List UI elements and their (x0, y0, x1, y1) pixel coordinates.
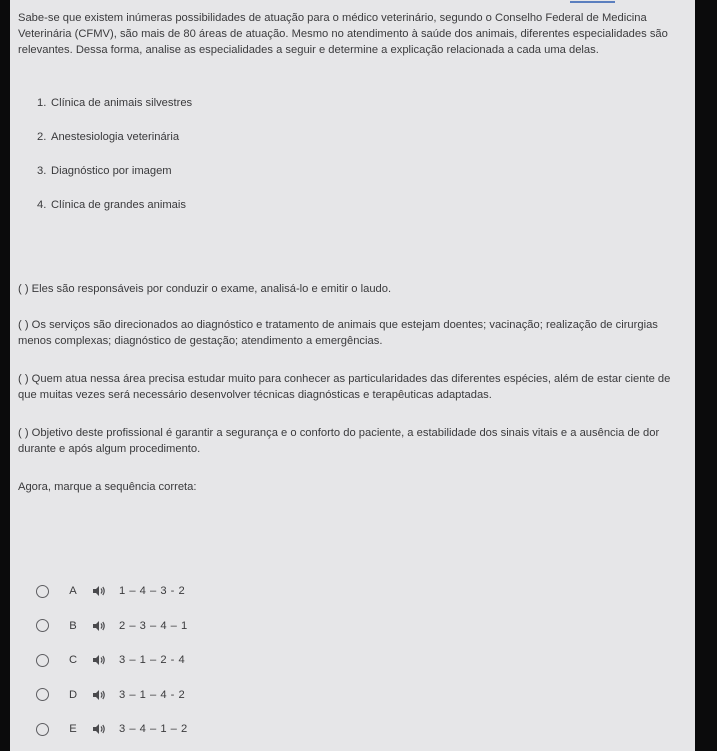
radio-button[interactable] (36, 619, 49, 632)
statement: ( ) Os serviços são direcionados ao diagnóstico e tratamento de animais que estejam doentes; vacinação; realização de cirurgias menos complexas; diagnóstico de gestação; atendimento a emergências. (18, 319, 658, 347)
option-answer: 2 – 3 – 4 – 1 (119, 619, 188, 632)
item-number: 4. (37, 199, 47, 211)
option-answer: 3 – 4 – 1 – 2 (119, 723, 188, 736)
option-letter: A (69, 585, 77, 598)
option-a[interactable] (10, 574, 695, 609)
option-letter: E (69, 723, 77, 736)
speaker-icon[interactable] (92, 723, 106, 735)
item-text: Diagnóstico por imagem (51, 165, 172, 177)
statement: ( ) Eles são responsáveis por conduzir o exame, analisá-lo e emitir o laudo. (18, 283, 392, 295)
statements-block (18, 281, 690, 495)
radio-button[interactable] (36, 654, 49, 667)
option-answer: 3 – 1 – 2 - 4 (119, 654, 186, 667)
list-item (18, 163, 690, 197)
option-answer: 1 – 4 – 3 - 2 (119, 585, 186, 598)
option-answer: 3 – 1 – 4 - 2 (119, 688, 186, 701)
progress-bar (570, 1, 615, 3)
radio-button[interactable] (36, 585, 49, 598)
option-d[interactable] (10, 678, 695, 713)
speaker-icon[interactable] (92, 585, 106, 597)
list-item (18, 95, 690, 129)
item-number: 3. (37, 165, 47, 177)
statement: ( ) Objetivo deste profissional é garantir a segurança e o conforto do paciente, a estabilidade dos sinais vitais e a ausência de dor durante e após algum procedimento. (18, 427, 660, 455)
item-text: Anestesiologia veterinária (51, 131, 180, 143)
speaker-icon[interactable] (92, 620, 106, 632)
specialties-list (18, 95, 690, 231)
option-c[interactable] (10, 643, 695, 678)
speaker-icon[interactable] (92, 689, 106, 701)
item-text: Clínica de grandes animais (51, 199, 186, 211)
question-page (10, 0, 695, 751)
item-number: 1. (37, 97, 47, 109)
question-prompt: Agora, marque a sequência correta: (18, 481, 197, 493)
speaker-icon[interactable] (92, 654, 106, 666)
radio-button[interactable] (36, 723, 49, 736)
statement: ( ) Quem atua nessa área precisa estudar muito para conhecer as particularidades das diferentes espécies, além de estar ciente de que muitas vezes será necessário desenvolver técnicas diagnósticas e terapêuticas adaptadas. (18, 373, 671, 401)
answer-options (10, 574, 695, 747)
top-progress-strip (530, 0, 695, 4)
option-letter: C (68, 654, 78, 667)
item-text: Clínica de animais silvestres (51, 97, 193, 109)
question-intro: Sabe-se que existem inúmeras possibilidades de atuação para o médico veterinário, segundo o Conselho Federal de Medicina Veterinária (CFMV), são mais de 80 áreas de atuação. Mesmo no atendimento à saúde dos animais, diferentes especialidades são relevantes. Dessa forma, analise as especialidades a seguir e determine a explicação relacionada a cada uma delas. (18, 12, 668, 56)
radio-button[interactable] (36, 688, 49, 701)
option-e[interactable] (10, 712, 695, 747)
list-item (18, 197, 690, 231)
option-letter: B (69, 619, 77, 632)
question-content (18, 10, 690, 495)
option-letter: D (68, 688, 78, 701)
option-b[interactable] (10, 609, 695, 644)
item-number: 2. (37, 131, 47, 143)
list-item (18, 129, 690, 163)
